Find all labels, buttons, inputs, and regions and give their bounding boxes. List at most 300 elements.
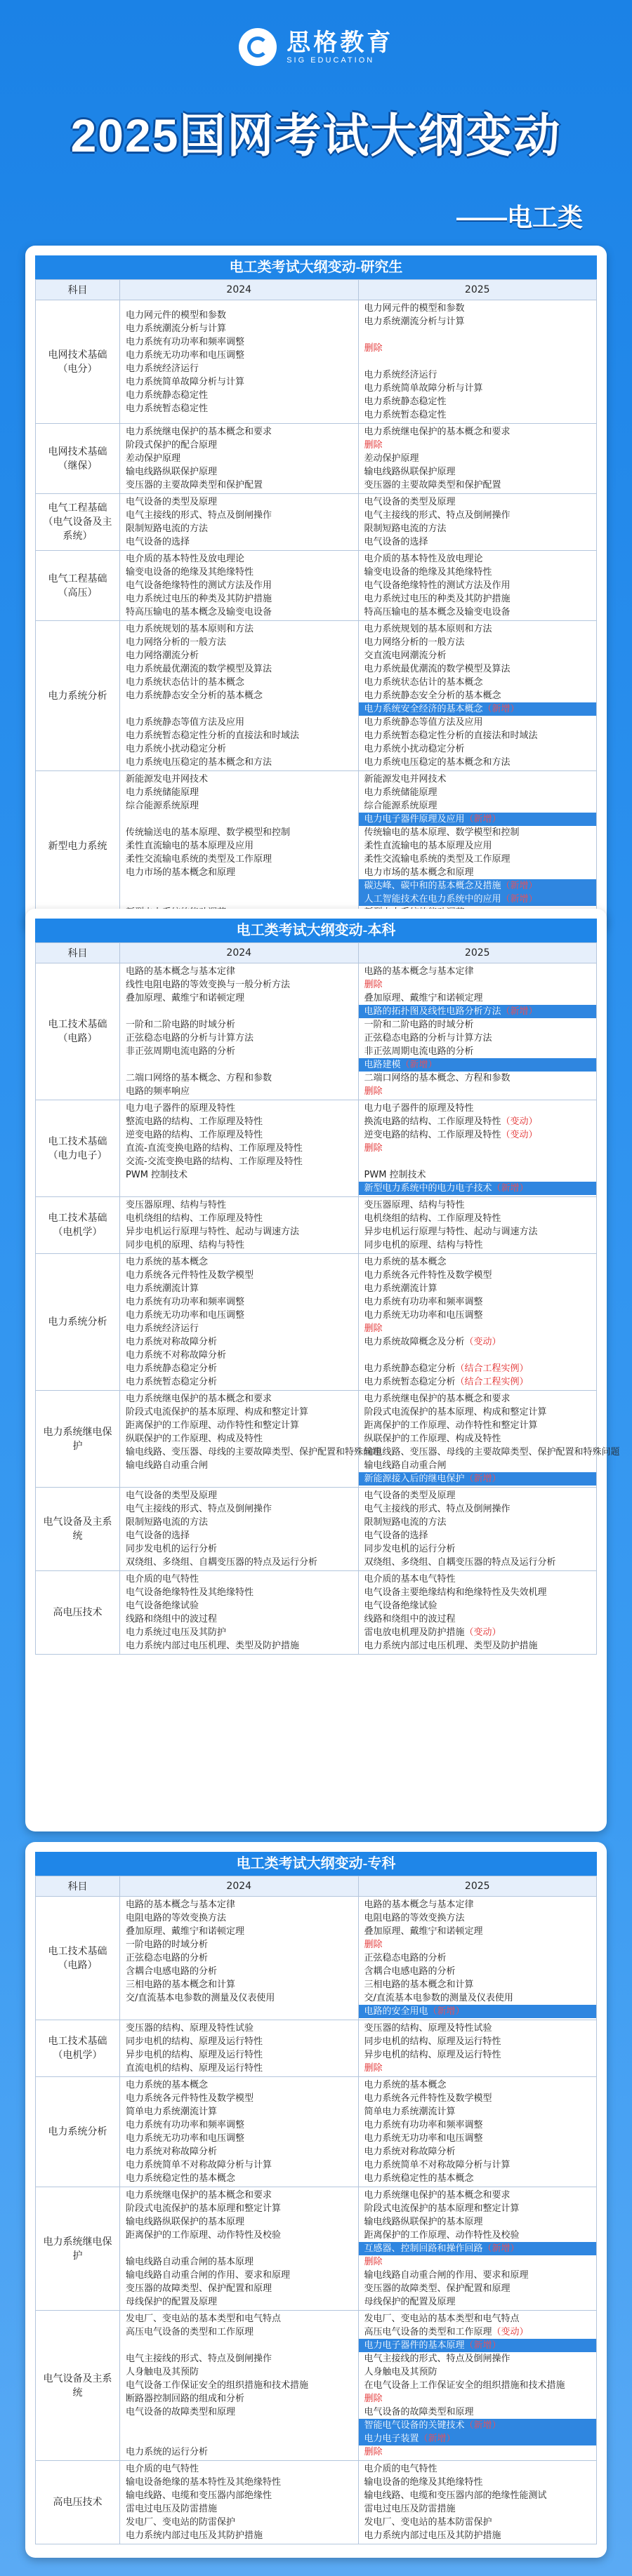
list-item — [126, 1199, 354, 1212]
items-2024-cell — [120, 424, 359, 494]
item-text: 电气设备绝缘特性的测试方法及作用 — [364, 580, 511, 591]
list-item — [364, 2445, 593, 2459]
list-item — [126, 689, 354, 702]
list-item — [126, 2172, 354, 2185]
change-tag: （新增） — [501, 1006, 538, 1017]
list-item — [126, 1613, 354, 1626]
item-text: 距离保护的工作原理、动作特性及校验 — [126, 2230, 282, 2241]
list-item — [126, 1472, 354, 1486]
list-item — [364, 1502, 593, 1516]
items-2025-cell — [358, 551, 597, 621]
list-item — [364, 1168, 593, 1182]
section-title: 电工类考试大纲变动-本科 — [35, 919, 597, 942]
item-text: 阶段式保护的配合原理 — [126, 440, 218, 451]
list-item — [364, 2145, 593, 2158]
item-text: 发电厂、变电站的基本类型和电气特点 — [364, 2314, 520, 2324]
item-text: 纵联保护的工作原理、构成及特性 — [126, 1434, 263, 1444]
item-text: 电力市场的基本概念和原理 — [126, 867, 236, 878]
list-item — [364, 1925, 593, 1938]
list-item — [364, 2048, 593, 2062]
col-header-2024: 2024 — [120, 1876, 359, 1897]
list-item — [364, 2215, 593, 2229]
syllabus-table — [35, 1876, 597, 2544]
item-text: 差动保护原理 — [364, 453, 419, 464]
list-item — [364, 1898, 593, 1911]
item-text: 变压器原理、结构与特性 — [364, 1200, 465, 1210]
item-text: 电力系统静态等值方法及应用 — [126, 717, 245, 728]
list-item — [126, 2529, 354, 2542]
item-text: 电力系统静态稳定分析 — [126, 1363, 218, 1374]
list-item — [126, 2365, 354, 2379]
item-text: 阶段式电流保护的基本原理和整定计算 — [364, 2203, 520, 2214]
table-row — [36, 2077, 597, 2187]
item-text: 限制短路电流的方法 — [364, 523, 447, 534]
list-item — [364, 1085, 593, 1098]
item-text: 电力系统简单故障分析与计算 — [126, 376, 245, 387]
item-text: 电力电子器件的基本原理 — [364, 2340, 465, 2351]
list-item — [364, 2462, 593, 2476]
item-text: 一阶和二阶电路的时域分析 — [126, 1020, 236, 1030]
list-item — [126, 362, 354, 375]
item-text: 阶段式电流保护的基本原理和整定计算 — [126, 2203, 282, 2214]
item-text: 交/直流基本电参数的测量及仪表使用 — [126, 1993, 275, 2003]
change-tag: （结合工程实例） — [455, 1377, 529, 1387]
item-text: 电力系统暂态稳定分析 — [364, 1377, 456, 1387]
item-text: PWM 控制技术 — [364, 1170, 426, 1180]
item-text: 变压器原理、结构与特性 — [126, 1200, 227, 1210]
item-text: 电机绕组的结构、工作原理及特性 — [126, 1213, 263, 1224]
list-item — [364, 2105, 593, 2118]
col-header-2025: 2025 — [358, 1876, 597, 1897]
list-item — [126, 2202, 354, 2215]
list-item — [126, 2462, 354, 2476]
item-text: 同步电机的结构、原理及运行特性 — [364, 2036, 501, 2047]
items-2025-cell — [358, 2077, 597, 2187]
list-item — [126, 716, 354, 729]
item-text: 输电线路、变压器、母线的主要故障类型、保护配置和特殊问题 — [364, 1447, 620, 1457]
list-item — [126, 1375, 354, 1389]
list-item — [359, 2339, 597, 2352]
list-item — [364, 1573, 593, 1586]
list-item — [364, 773, 593, 786]
item-text: 简单电力系统潮流计算 — [364, 2107, 456, 2117]
item-text: 电力系统内部过电压及其防护措施 — [126, 2530, 263, 2541]
list-item — [364, 1938, 593, 1951]
list-item — [126, 2189, 354, 2202]
list-item — [364, 579, 593, 592]
list-item — [364, 535, 593, 549]
items-2024-cell — [120, 621, 359, 771]
list-item — [359, 1182, 597, 1195]
list-item — [126, 1072, 354, 1085]
item-text: 电力系统状态估计的基本概念 — [126, 677, 245, 688]
list-item — [126, 1573, 354, 1586]
item-text: 电气设备绝缘特性及其绝缘特性 — [126, 1587, 254, 1598]
list-item — [126, 1085, 354, 1098]
list-item — [126, 522, 354, 535]
change-tag: （新增） — [464, 1474, 501, 1484]
list-item — [364, 1072, 593, 1085]
item-text: PWM 控制技术 — [126, 1170, 188, 1180]
change-tag: （新增） — [464, 814, 501, 825]
subject-cell: 电工技术基础（电路） — [36, 1897, 120, 2020]
item-text: 叠加原理、戴维宁和诺顿定理 — [364, 1926, 483, 1937]
list-item — [364, 2325, 593, 2339]
list-item — [126, 799, 354, 813]
item-text: 电力系统暂态稳定分析 — [126, 1377, 218, 1387]
item-text: 电气设备主要绝缘结构和绝缘特性及失效机理 — [364, 1587, 547, 1598]
item-text: 电力系统最优潮流的数学模型及算法 — [126, 664, 272, 674]
col-header-subject: 科目 — [36, 280, 120, 300]
change-tag: （新增） — [419, 2434, 456, 2444]
list-item — [126, 1432, 354, 1446]
list-item — [364, 1212, 593, 1225]
list-item — [126, 853, 354, 866]
list-item — [126, 2092, 354, 2105]
list-item — [359, 2432, 597, 2445]
item-text: 电力系统暂态稳定性 — [126, 403, 209, 414]
change-tag: （变动） — [492, 2327, 529, 2337]
items-2024-cell — [120, 771, 359, 921]
list-item — [126, 729, 354, 742]
col-header-2025: 2025 — [358, 943, 597, 963]
list-item — [364, 978, 593, 992]
item-text: 电路的安全用电 — [364, 2006, 428, 2017]
logo-icon — [239, 28, 277, 66]
list-item — [126, 2118, 354, 2132]
list-item — [364, 1375, 593, 1389]
col-header-2025: 2025 — [358, 280, 597, 300]
list-item — [126, 1626, 354, 1639]
list-item — [126, 579, 354, 592]
item-text: 电气主接线的形式、特点及倒闸操作 — [364, 1504, 511, 1514]
list-item — [126, 439, 354, 452]
item-text: 一阶和二阶电路的时域分析 — [364, 1020, 474, 1030]
list-item — [126, 2062, 354, 2075]
item-text: 差动保护原理 — [126, 453, 181, 464]
list-item — [364, 2269, 593, 2282]
items-2025-cell — [358, 2187, 597, 2311]
item-text: 电路的拓扑图及线性电路分析方法 — [364, 1006, 501, 1017]
items-2025-cell — [358, 1197, 597, 1254]
items-2024-cell — [120, 1197, 359, 1254]
subject-cell: 电网技术基础（继保） — [36, 424, 120, 494]
list-item — [126, 1295, 354, 1309]
item-text: 智能电气设备的关键技术 — [364, 2420, 465, 2431]
items-2024-cell — [120, 1488, 359, 1571]
item-text: 传统输送电的基本原理、数学模型和控制 — [126, 827, 291, 838]
item-text: 双绕组、多绕组、自耦变压器的特点及运行分析 — [364, 1557, 556, 1568]
list-item — [364, 2489, 593, 2502]
page-title: 2025国网考试大纲变动 — [70, 109, 562, 161]
list-item — [364, 552, 593, 566]
list-item — [359, 879, 597, 893]
list-item — [126, 1239, 354, 1252]
item-text: 输电线路自动重合闸的作用、要求和原理 — [364, 2270, 529, 2281]
list-item — [126, 2145, 354, 2158]
list-item — [126, 2242, 354, 2255]
item-text: 变压器的故障类型、保护配置和原理 — [364, 2283, 511, 2294]
item-text: 电力网络分析的一般方法 — [126, 637, 227, 648]
subject-cell: 新型电力系统 — [36, 771, 120, 921]
subject-cell: 电工技术基础（电机学） — [36, 1197, 120, 1254]
list-item — [126, 2255, 354, 2269]
subject-cell: 电力系统分析 — [36, 1254, 120, 1391]
item-text: 异步电机的结构、原理及运行特性 — [364, 2050, 501, 2060]
list-item — [364, 2476, 593, 2489]
subject-cell: 电工技术基础（电路） — [36, 963, 120, 1100]
item-text: 逆变电路的结构、工作原理及特性 — [364, 1130, 501, 1140]
list-item — [126, 2078, 354, 2092]
subject-cell: 高电压技术 — [36, 2461, 120, 2544]
list-item — [364, 592, 593, 606]
list-item — [126, 322, 354, 335]
list-item — [126, 742, 354, 756]
item-text: 电路的基本概念与基本定律 — [126, 966, 236, 977]
item-text: 电力系统储能原理 — [126, 787, 199, 798]
item-text: 电力系统不对称故障分析 — [126, 1350, 227, 1361]
list-item — [126, 1938, 354, 1951]
list-item — [126, 1991, 354, 2005]
list-item — [126, 1142, 354, 1155]
list-item — [364, 1142, 593, 1155]
list-item — [364, 1255, 593, 1269]
item-text: 同步电机的结构、原理及运行特性 — [126, 2036, 263, 2047]
item-text: 输电线路自动重合闸 — [364, 1460, 447, 1471]
item-text: 电力系统静态安全分析的基本概念 — [126, 690, 263, 701]
list-item — [364, 2392, 593, 2405]
item-text: 输电线路纵联保护原理 — [126, 467, 218, 477]
list-item — [364, 2516, 593, 2529]
list-item — [364, 649, 593, 662]
list-item — [126, 1599, 354, 1613]
list-item — [364, 302, 593, 315]
item-text: 电力系统过电压及其防护 — [126, 1627, 227, 1638]
list-item — [364, 2092, 593, 2105]
col-header-subject: 科目 — [36, 1876, 120, 1897]
item-text: 直流-直流变换电路的结构、工作原理及特性 — [126, 1143, 303, 1154]
item-text: 电气设备的类型及原理 — [126, 1490, 218, 1501]
item-text: 删除 — [364, 1940, 383, 1950]
item-text: 输电线路纵联保护的基本原理 — [364, 2217, 483, 2227]
item-text: 雷电过电压及防雷措施 — [126, 2504, 218, 2514]
list-item — [126, 2215, 354, 2229]
item-text: 正弦稳态电路的分析 — [126, 1953, 209, 1963]
list-item — [126, 1115, 354, 1128]
item-text: 正弦稳态电路的分析 — [364, 1953, 447, 1963]
list-item — [126, 2502, 354, 2516]
item-text: 限制短路电流的方法 — [126, 1517, 209, 1528]
list-item — [364, 452, 593, 465]
item-text: 变压器的主要故障类型和保护配置 — [364, 480, 501, 490]
page-subtitle: ——电工类 — [456, 203, 583, 232]
item-text: 电力电子器件的原理及特性 — [364, 1103, 474, 1114]
subject-cell: 电力系统继电保护 — [36, 1391, 120, 1488]
list-item — [364, 315, 593, 328]
list-item — [126, 389, 354, 402]
item-text: 电力系统继电保护的基本概念和要求 — [126, 2190, 272, 2201]
items-2024-cell — [120, 1897, 359, 2020]
item-text: 删除 — [364, 343, 383, 354]
change-tag: （变动） — [464, 1337, 501, 1347]
item-text: 电力系统暂态稳定性 — [364, 410, 447, 420]
list-item — [126, 1058, 354, 1072]
list-item — [126, 535, 354, 549]
list-item — [126, 1309, 354, 1322]
list-item — [364, 1516, 593, 1529]
item-text: 电力系统的基本概念 — [364, 1257, 447, 1267]
list-item — [364, 2158, 593, 2172]
change-tag: （变动） — [501, 1116, 538, 1127]
list-item — [126, 309, 354, 322]
list-item — [126, 676, 354, 689]
list-item — [126, 1489, 354, 1502]
brand-tagline: SIG EDUCATION — [287, 56, 375, 65]
list-item — [126, 1951, 354, 1965]
items-2025-cell — [358, 300, 597, 424]
list-item — [364, 662, 593, 676]
list-item — [364, 509, 593, 522]
item-text: 母线保护的配置及原理 — [364, 2297, 456, 2307]
item-text: 电力系统规划的基本原则和方法 — [364, 624, 492, 634]
item-text: 电机绕组的结构、工作原理及特性 — [364, 1213, 501, 1224]
item-text: 特高压输电的基本概念及输变电设备 — [364, 607, 511, 618]
list-item — [126, 1898, 354, 1911]
list-item — [364, 2118, 593, 2132]
item-text: 电力系统静态稳定性 — [364, 396, 447, 407]
list-item — [364, 1626, 593, 1639]
list-item — [364, 2062, 593, 2075]
item-text: 电力系统的运行分析 — [126, 2447, 209, 2457]
table-row — [36, 551, 597, 621]
subject-cell: 电气工程基础（电气设备及主系统） — [36, 494, 120, 551]
item-text: 输电线路、电缆和变压器内部的绝缘性能测试 — [364, 2490, 547, 2501]
subject-cell: 电工技术基础（电力电子） — [36, 1100, 120, 1197]
list-item — [364, 853, 593, 866]
list-item — [364, 1282, 593, 1295]
list-item — [126, 879, 354, 893]
item-text: 柔性直流输电的基本原理及应用 — [364, 841, 492, 851]
list-item — [126, 479, 354, 492]
item-text: 柔性交流输电系统的类型及工作原理 — [126, 854, 272, 865]
list-item — [364, 2189, 593, 2202]
item-text: 电力系统潮流分析与计算 — [364, 316, 465, 327]
list-item — [364, 1419, 593, 1432]
list-item — [364, 1489, 593, 1502]
change-tag: （新增） — [492, 1183, 529, 1194]
item-text: 输电设备绝缘的基本特性及其绝缘特性 — [126, 2477, 282, 2488]
list-item — [126, 662, 354, 676]
list-item — [126, 2282, 354, 2295]
item-text: 删除 — [364, 2447, 383, 2457]
item-text: 电力系统无功功率和电压调整 — [364, 2133, 483, 2144]
item-text: 电力系统继电保护的基本概念和要求 — [364, 427, 511, 437]
item-text: 输电线路自动重合闸的基本原理 — [126, 2257, 254, 2267]
list-item — [126, 2132, 354, 2145]
table-row — [36, 1197, 597, 1254]
item-text: 电力系统的基本概念 — [364, 2080, 447, 2090]
items-2024-cell — [120, 551, 359, 621]
item-text: 变压器的故障类型、保护配置和原理 — [126, 2283, 272, 2294]
item-text: 电力系统静态安全分析的基本概念 — [364, 690, 501, 701]
item-text: 三相电路的基本概念和计算 — [364, 1980, 474, 1990]
item-text: 传统输电的基本原理、数学模型和控制 — [364, 827, 520, 838]
section-card-college — [25, 1842, 607, 2558]
list-item — [126, 2048, 354, 2062]
section-card-undergraduate — [25, 909, 620, 1831]
list-item — [126, 1018, 354, 1032]
list-item — [126, 2229, 354, 2242]
item-text: 高压电气设备的类型和工作原理 — [126, 2327, 254, 2337]
list-item — [364, 1965, 593, 1978]
items-2024-cell — [120, 1100, 359, 1197]
list-item — [364, 2172, 593, 2185]
item-text: 含耦合电感电路的分析 — [126, 1966, 218, 1977]
item-text: 电力系统潮流计算 — [364, 1283, 437, 1294]
item-text: 雷电放电机理及防护措施 — [364, 1627, 465, 1638]
list-item — [364, 566, 593, 579]
item-text: 电力系统小扰动稳定分析 — [126, 744, 227, 754]
item-text: 电力系统有功功率和频率调整 — [364, 2120, 483, 2130]
list-item — [126, 1212, 354, 1225]
section-title: 电工类考试大纲变动-专科 — [35, 1852, 597, 1876]
list-item — [364, 1639, 593, 1653]
item-text: 电力系统暂态稳定性分析的直接法和时域法 — [364, 730, 538, 741]
list-item — [364, 1225, 593, 1239]
list-item — [126, 1255, 354, 1269]
item-text: 整流电路的结构、工作原理及特性 — [126, 1116, 263, 1127]
brand-logo — [0, 28, 632, 66]
syllabus-table — [35, 942, 620, 1655]
table-row — [36, 1391, 597, 1488]
item-text: 高压电气设备的类型和工作原理 — [364, 2327, 492, 2337]
list-item — [126, 622, 354, 636]
list-item — [364, 1362, 593, 1375]
item-text: 叠加原理、戴维宁和诺顿定理 — [364, 993, 483, 1003]
item-text: 电气设备的故障类型和原理 — [364, 2407, 474, 2417]
list-item — [126, 552, 354, 566]
item-text: 在电气设备上工作保证安全的组织措施和技术措施 — [364, 2380, 565, 2391]
list-item — [126, 1542, 354, 1556]
item-text: 电力电子器件的原理及特性 — [126, 1103, 236, 1114]
list-item — [359, 813, 597, 826]
item-text: 互感器、控制回路和操作回路 — [364, 2243, 483, 2254]
items-2025-cell — [358, 621, 597, 771]
list-item — [364, 1322, 593, 1335]
list-item — [364, 408, 593, 422]
list-item — [364, 1018, 593, 1032]
list-item — [359, 893, 597, 906]
item-text: 电力系统对称故障分析 — [126, 1337, 218, 1347]
items-2024-cell — [120, 963, 359, 1100]
item-text: 电气设备的选择 — [126, 537, 190, 547]
list-item — [364, 1613, 593, 1626]
list-item — [126, 2419, 354, 2432]
list-item — [364, 786, 593, 799]
item-text: 电力系统各元件特性及数学模型 — [126, 1270, 254, 1281]
item-text: 电力系统储能原理 — [364, 787, 437, 798]
item-text: 电力系统简单不对称故障分析与计算 — [126, 2160, 272, 2170]
subject-cell: 电气工程基础（高压） — [36, 551, 120, 621]
item-text: 发电厂、变电站的防雷保护 — [126, 2517, 236, 2528]
item-text: 同步电机的原理、结构与特性 — [126, 1240, 245, 1250]
list-item — [126, 1322, 354, 1335]
item-text: 新能源接入后的继电保护 — [364, 1474, 465, 1484]
change-tag: （新增） — [400, 1060, 437, 1070]
item-text: 电力系统无功功率和电压调整 — [126, 2133, 245, 2144]
list-item — [364, 2529, 593, 2542]
table-row — [36, 621, 597, 771]
